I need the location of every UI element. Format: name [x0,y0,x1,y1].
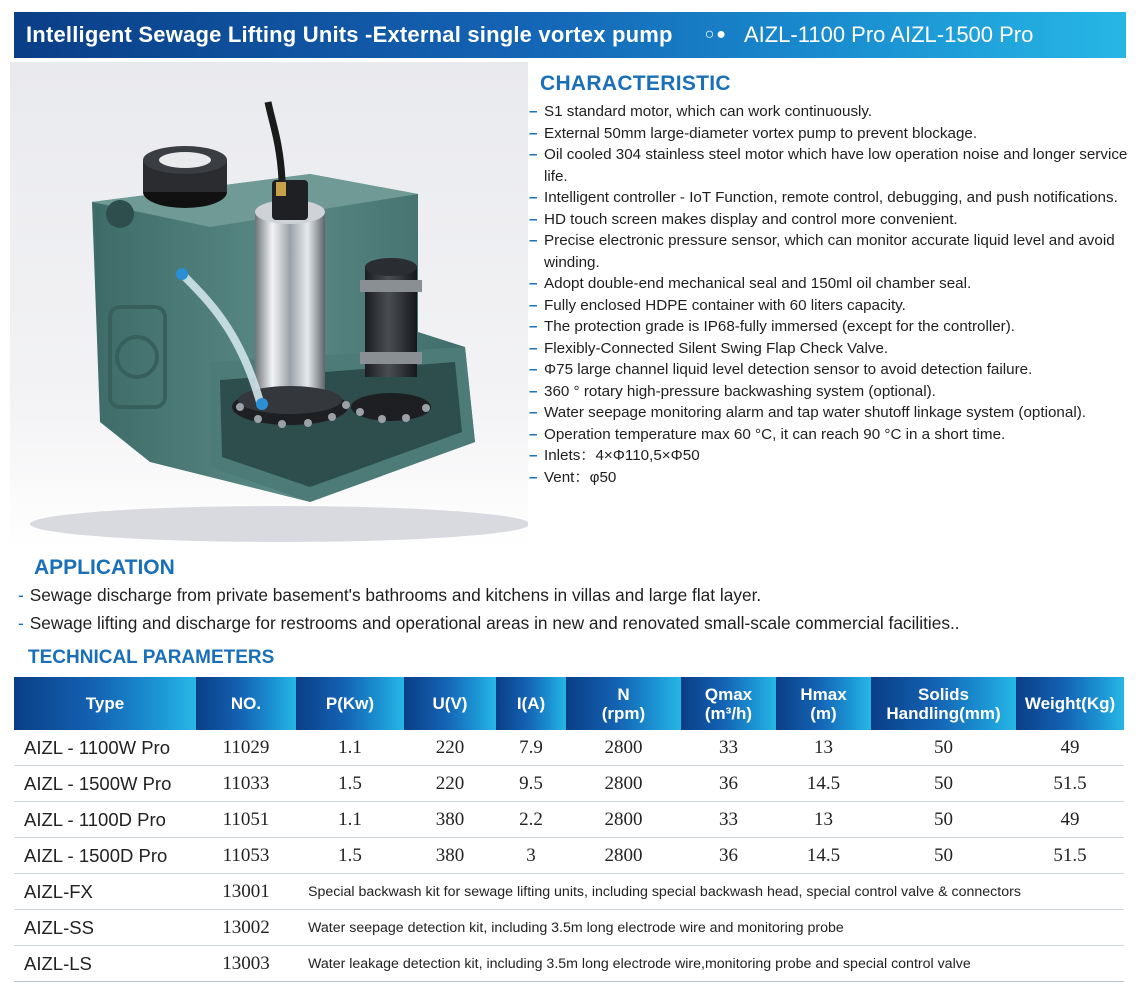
application-heading: APPLICATION [34,556,175,579]
column-header-current: I(A) [496,677,566,730]
list-item: – 360 ° rotary high-pressure backwashing system (optional). [528,381,1128,403]
column-header-power: P(Kw) [296,677,404,730]
technical-heading: TECHNICAL PARAMETERS [28,647,275,668]
table-row: AIZL-LS 13003 Water leakage detection kit, including 3.5m long electrode wire,monitoring probe and special control valve [14,946,1124,982]
list-item: – Adopt double-end mechanical seal and 150ml oil chamber seal. [528,273,1128,295]
product-photo [10,62,528,548]
list-item: – Oil cooled 304 stainless steel motor which have low operation noise and longer service life. [529,146,1128,185]
list-item: - Sewage discharge from private basement's bathrooms and kitchens in villas and large flat layer. [18,585,762,605]
bullet-icon: – [529,103,538,120]
bullet-icon: – [529,447,538,464]
header-dots: ○● [704,26,728,43]
list-item: – Fully enclosed HDPE container with 60 liters capacity. [528,295,1128,317]
parameters-table [14,677,1124,982]
table-header-row [14,677,1124,730]
list-item: – Intelligent controller - IoT Function, remote control, debugging, and push notifications. [528,187,1128,209]
bullet-icon: – [529,339,538,357]
column-header-hmax: Hmax (m) [776,677,871,730]
list-item: - Sewage lifting and discharge for restrooms and operational areas in new and renovated small-scale commercial facilities.. [18,613,960,633]
bullet-icon: – [529,189,538,206]
bullet-icon: – [529,210,538,228]
table-row: AIZL - 1100W Pro 11029 1.1 220 7.9 2800 33 13 50 49 [14,730,1124,766]
list-item: – S1 standard motor, which can work continuously. [528,101,1128,123]
bullet-icon: – [529,146,538,163]
list-item: – The protection grade is IP68-fully immersed (except for the controller). [528,316,1128,338]
bullet-icon: – [529,382,538,400]
bullet-icon: – [529,318,538,335]
header-banner [14,12,1126,58]
bullet-icon: – [529,232,538,249]
column-header-no: NO. [196,677,296,730]
characteristic-list [528,101,1128,488]
list-item: – Vent：φ50 [528,467,1128,489]
bullet-icon: – [529,275,538,292]
bullet-icon: – [529,296,538,314]
column-header-solids: Solids Handling(mm) [871,677,1016,730]
header-title: Intelligent Sewage Lifting Units -External single vortex pump [26,22,673,47]
bullet-icon: – [529,425,538,443]
application-list [18,581,1128,637]
list-item: – Precise electronic pressure sensor, which can monitor accurate liquid level and avoid winding. [529,232,1115,271]
column-header-weight: Weight(Kg) [1016,677,1124,730]
list-item: – HD touch screen makes display and control more convenient. [528,209,1128,231]
sewage-unit-illustration [10,62,528,548]
header-models: AIZL-1100 Pro AIZL-1500 Pro [743,22,1034,47]
list-item: – Φ75 large channel liquid level detection sensor to avoid detection failure. [528,359,1128,381]
table-row: AIZL-FX 13001 Special backwash kit for sewage lifting units, including special backwash head, special control valve & connectors [14,874,1124,910]
column-header-voltage: U(V) [404,677,496,730]
table-row: AIZL - 1500W Pro 11033 1.5 220 9.5 2800 36 14.5 50 51.5 [14,766,1124,802]
table-row: AIZL - 1500D Pro 11053 1.5 380 3 2800 36 14.5 50 51.5 [14,838,1124,874]
characteristic-heading: CHARACTERISTIC [540,72,731,95]
column-header-type: Type [14,677,196,730]
bullet-icon: – [529,468,538,486]
column-header-speed: N (rpm) [566,677,681,730]
table-row: AIZL-SS 13002 Water seepage detection kit, including 3.5m long electrode wire and monitoring probe [14,910,1124,946]
list-item: – External 50mm large-diameter vortex pump to prevent blockage. [528,123,1128,145]
bullet-icon: – [529,404,538,421]
list-item: – Water seepage monitoring alarm and tap water shutoff linkage system (optional). [528,402,1128,424]
table-row: AIZL - 1100D Pro 11051 1.1 380 2.2 2800 33 13 50 49 [14,802,1124,838]
column-header-qmax: Qmax (m³/h) [681,677,776,730]
list-item: – Inlets：4×Φ110,5×Φ50 [528,445,1128,467]
bullet-icon: - [18,613,24,633]
bullet-icon: – [529,361,538,378]
list-item: – Operation temperature max 60 °C, it can reach 90 °C in a short time. [528,424,1128,446]
bullet-icon: – [529,124,538,142]
list-item: – Flexibly-Connected Silent Swing Flap Check Valve. [528,338,1128,360]
bullet-icon: - [18,585,24,605]
